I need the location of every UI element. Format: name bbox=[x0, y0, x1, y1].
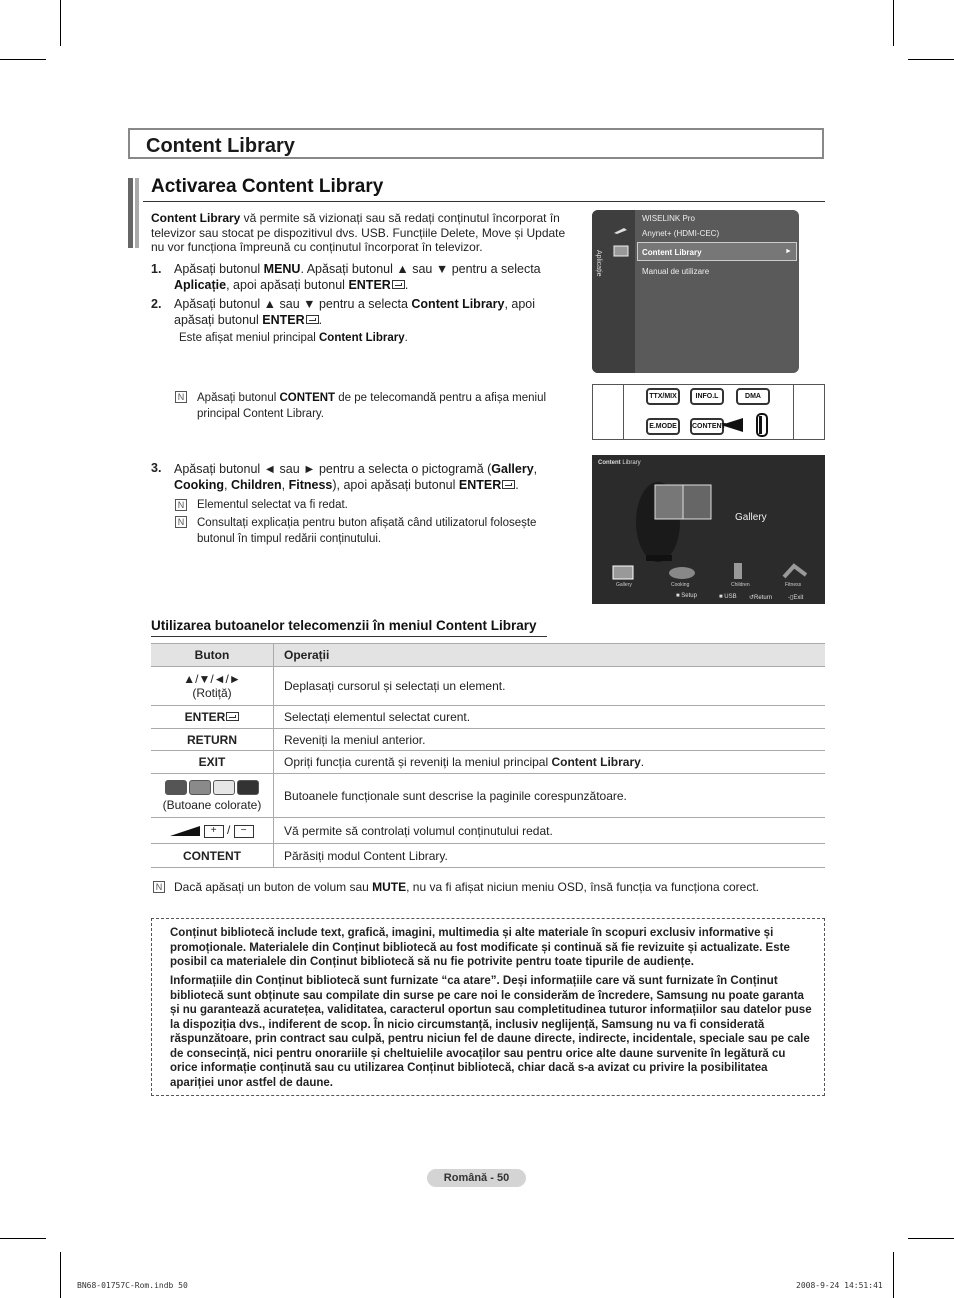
table-heading: Utilizarea butoanelor telecomenzii în meniul Content Library bbox=[151, 618, 537, 633]
remote-edge bbox=[623, 385, 624, 439]
section-title-box bbox=[128, 128, 824, 159]
enter-icon bbox=[392, 280, 405, 289]
table-row bbox=[151, 729, 825, 751]
table-row bbox=[151, 667, 825, 706]
crop-mark bbox=[60, 0, 61, 46]
color-button bbox=[213, 780, 235, 795]
app-icon bbox=[613, 245, 629, 257]
screen-title: Content Library bbox=[598, 460, 641, 466]
section-title: Content Library bbox=[146, 135, 295, 157]
color-button bbox=[165, 780, 187, 795]
enter-icon bbox=[306, 315, 319, 324]
intro-bold: Content Library bbox=[151, 211, 241, 225]
note-consult: Consultați explicația pentru buton afișată când utilizatorul folosește butonul în timpul redării conținutului. bbox=[197, 517, 537, 545]
step-number: 3. bbox=[151, 461, 162, 475]
page-heading: Activarea Content Library bbox=[151, 176, 384, 197]
page-number-badge: Română - 50 bbox=[427, 1169, 526, 1187]
color-button bbox=[237, 780, 259, 795]
table-row bbox=[151, 751, 825, 774]
remote-illustration bbox=[592, 384, 825, 440]
table-row bbox=[151, 706, 825, 729]
volume-ramp-icon bbox=[170, 826, 200, 836]
icon-label: Cooking bbox=[671, 582, 690, 588]
children-icon[interactable] bbox=[728, 561, 748, 580]
intro-text: vă permite să vizionați sau să redați conținutul încorporat în televizor sau stocat pe dispozitivul dvs. USB. Funcțiile Delete, Move și Update nu vor funcționa împreună cu conținutul încorporat în televizor. bbox=[151, 211, 566, 254]
big-label: Gallery bbox=[735, 512, 767, 523]
fitness-icon[interactable] bbox=[782, 563, 808, 580]
operation-cell: Părăsiți modul Content Library. bbox=[274, 844, 826, 868]
operation-cell: Selectați elementul selectat curent. bbox=[274, 706, 826, 729]
table-row bbox=[151, 818, 825, 844]
disclaimer-box bbox=[151, 918, 825, 1096]
table-heading-rule bbox=[151, 636, 547, 637]
table-header-row bbox=[151, 644, 825, 667]
button-cell: ENTER bbox=[151, 706, 274, 729]
hint-exit: -▯Exit bbox=[788, 595, 804, 601]
crop-mark bbox=[893, 1252, 894, 1298]
aplicatie-label: Aplicație bbox=[595, 250, 602, 277]
remote-edge bbox=[793, 385, 794, 439]
disclaimer-paragraph: Conținut bibliotecă include text, grafică, imagini, multimedia și alte materiale în scopuri exclusiv informative și promoționale. Materialele din Conținut bibliotecă au fost modificate și continuă să fie revizuite și actualizate. Este posibil ca materialele din Conținut bibliotecă să nu fie potrivite pentru toate tipurile de audiențe. bbox=[170, 927, 790, 968]
operation-cell: Vă permite să controlați volumul conținutului redat. bbox=[274, 818, 826, 844]
header-cell: Operații bbox=[274, 644, 826, 667]
button-cell: EXIT bbox=[151, 751, 274, 774]
crop-mark bbox=[908, 1238, 954, 1239]
note-content: Apăsați butonul CONTENT de pe telecomandă pentru a afișa meniul principal Content Library. bbox=[197, 392, 547, 420]
menu-item[interactable]: Manual de utilizare bbox=[642, 267, 710, 276]
gallery-icon[interactable] bbox=[612, 565, 634, 580]
button-cell: + / − bbox=[151, 818, 274, 844]
operation-cell: Reveniți la meniul anterior. bbox=[274, 729, 826, 751]
icon-label: Children bbox=[731, 582, 750, 588]
dma-button[interactable]: DMA bbox=[736, 388, 770, 405]
content-library-screenshot bbox=[592, 455, 825, 604]
crop-mark bbox=[60, 1252, 61, 1298]
menu-item[interactable]: WISELINK Pro bbox=[642, 214, 695, 223]
button-cell: RETURN bbox=[151, 729, 274, 751]
icon-label: Gallery bbox=[616, 582, 632, 588]
button-cell: (Butoane colorate) bbox=[151, 774, 274, 818]
step-number: 1. bbox=[151, 262, 162, 276]
mute-note: Dacă apăsați un buton de volum sau MUTE, nu va fi afișat niciun meniu OSD, însă funcția va funcționa corect. bbox=[174, 880, 759, 894]
cooking-icon[interactable] bbox=[668, 563, 696, 580]
color-button bbox=[189, 780, 211, 795]
footer-date: 2008-9-24 14:51:41 bbox=[796, 1281, 883, 1290]
table-row bbox=[151, 844, 825, 868]
heading-bar bbox=[135, 178, 139, 248]
button-cell: ▲/▼/◄/► (Rotiță) bbox=[151, 667, 274, 706]
menu-item[interactable]: Anynet+ (HDMI-CEC) bbox=[642, 229, 720, 238]
enter-icon bbox=[502, 480, 515, 489]
tv-menu-screenshot bbox=[592, 210, 799, 373]
note-icon: N bbox=[175, 499, 187, 511]
heading-bar bbox=[128, 178, 133, 248]
step-2: Apăsați butonul ▲ sau ▼ pentru a selecta Content Library, apoi apăsați butonul ENTER . bbox=[174, 297, 536, 327]
menu-item[interactable]: Content Library bbox=[642, 248, 702, 257]
disclaimer-paragraph: Informațiile din Conținut bibliotecă sunt furnizate “ca atare”. Deși informațiile care vă sunt furnizate în Conținut bibliotecă sunt obținute sau compilate din surse pe care noi le considerăm de încredere, Samsung nu poate garanta și nu garantează acuratețea, validitatea, caracterul oportun sau completitudinea tuturor informațiilor sau datelor puse la dispoziția dvs., indiferent de scop. În nicio circumstanță, inclusiv neglijență, Samsung nu va fi considerată răspunzătoare, prin contract sau culpă, pentru niciun fel de daune directe, indirecte, incidentale, speciale sau pe cale de consecință, nici pentru onorariile și cheltuielile avocaților sau pentru orice alte daune survenite în legătură cu orice informație conținută sau cu utilizarea Conținut bibliotecă, chiar dacă s-a avizat cu privire la posibilitatea apariției unor astfel de daune. bbox=[170, 975, 812, 1089]
crop-mark bbox=[0, 1238, 46, 1239]
operation-cell: Butoanele funcționale sunt descrise la paginile corespunzătoare. bbox=[274, 774, 826, 818]
button-cell: CONTENT bbox=[151, 844, 274, 868]
volume-plus-icon: + bbox=[204, 825, 224, 838]
color-buttons bbox=[151, 780, 273, 798]
heading-rule bbox=[143, 201, 825, 202]
crop-mark bbox=[0, 59, 46, 60]
ttx-mix-button[interactable]: TTX/MIX bbox=[646, 388, 680, 405]
hint-setup: ■ Setup bbox=[676, 593, 697, 599]
enter-icon bbox=[226, 712, 239, 721]
operation-cell: Opriți funcția curentă și reveniți la meniul principal Content Library. bbox=[274, 751, 826, 774]
crop-mark bbox=[893, 0, 894, 46]
content-button[interactable]: CONTENT bbox=[690, 418, 724, 435]
table-row bbox=[151, 774, 825, 818]
step-number: 2. bbox=[151, 297, 162, 311]
operation-cell: Deplasați cursorul și selectați un element. bbox=[274, 667, 826, 706]
header-cell: Buton bbox=[151, 644, 274, 667]
buttons-table bbox=[151, 643, 825, 868]
note-selected: Elementul selectat va fi redat. bbox=[197, 499, 348, 511]
chair-illustration bbox=[626, 477, 726, 567]
crop-mark bbox=[908, 59, 954, 60]
note-icon: N bbox=[175, 516, 187, 528]
step-1: Apăsați butonul MENU. Apăsați butonul ▲ sau ▼ pentru a selecta Aplicație, apoi apăsați butonul ENTER . bbox=[174, 262, 541, 292]
info-button[interactable]: INFO.L bbox=[690, 388, 724, 405]
note-icon: N bbox=[175, 391, 187, 403]
footer-file: BN68-01757C-Rom.indb 50 bbox=[77, 1281, 188, 1290]
step-3: Apăsați butonul ◄ sau ► pentru a selecta o pictogramă (Gallery, Cooking, Children, Fitness), apoi apăsați butonul ENTER . bbox=[174, 462, 538, 492]
wrench-icon bbox=[614, 227, 628, 235]
emode-button[interactable]: E.MODE bbox=[646, 418, 680, 435]
hint-usb: ■ USB bbox=[719, 594, 737, 600]
volume-minus-icon: − bbox=[234, 825, 254, 838]
pointer-hand-icon bbox=[721, 412, 775, 438]
icon-label: Fitness bbox=[785, 582, 802, 588]
arrow-right-icon: ► bbox=[785, 248, 792, 255]
step-2-sub: Este afișat meniul principal Content Library. bbox=[179, 332, 408, 344]
hint-return: ↺Return bbox=[749, 595, 773, 601]
note-icon: N bbox=[153, 881, 165, 893]
intro-paragraph bbox=[151, 211, 571, 255]
